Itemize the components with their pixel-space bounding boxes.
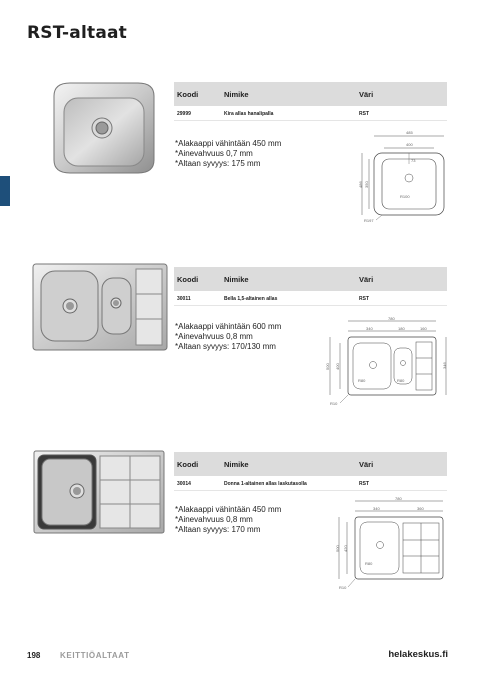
- product-table-donna: [174, 452, 447, 491]
- dim-depth-outer: 486: [358, 181, 363, 188]
- spec-line: *Alakaappi vähintään 600 mm: [175, 322, 282, 331]
- dim-depth-inner: 400: [335, 363, 340, 370]
- spec-line: *Ainevahvuus 0,7 mm: [175, 149, 253, 158]
- sink-photo-kira: [50, 80, 158, 176]
- dim-tap-offset: 73: [411, 158, 416, 163]
- spec-line: *Alakaappi vähintään 450 mm: [175, 505, 282, 514]
- spec-line: *Altaan syvyys: 175 mm: [175, 159, 261, 168]
- product-table-bella: [174, 267, 447, 306]
- dim-drainer-width: 360: [417, 506, 424, 511]
- header-name: Nimike: [224, 460, 249, 469]
- technical-drawing-kira: [352, 128, 452, 226]
- spec-line: *Ainevahvuus 0,8 mm: [175, 515, 253, 524]
- dim-width-outer: 780: [395, 496, 402, 501]
- table-row: [174, 291, 447, 306]
- section-tab-marker: [0, 176, 10, 206]
- product-table-kira: [174, 82, 447, 121]
- spec-line: *Alakaappi vähintään 450 mm: [175, 139, 282, 148]
- product-code: 30014: [177, 481, 191, 487]
- header-code: Koodi: [177, 460, 199, 469]
- product-code: 29999: [177, 111, 191, 117]
- product-specs: [175, 505, 281, 535]
- table-header: [174, 452, 447, 476]
- technical-drawing-bella: [318, 315, 454, 407]
- product-name: Bella 1,5-altainen allas: [224, 296, 278, 302]
- spec-line: *Ainevahvuus 0,8 mm: [175, 332, 253, 341]
- product-name: Kira allas hanalipalla: [224, 111, 274, 117]
- technical-drawing-donna: [333, 495, 451, 593]
- dim-depth-inner: 350: [364, 181, 369, 188]
- website-link[interactable]: helakeskus.fi: [388, 649, 448, 660]
- page-number: 198: [27, 651, 41, 660]
- dim-small-bowl-width: 180: [398, 326, 405, 331]
- dim-width-outer: 485: [406, 130, 413, 135]
- product-color: RST: [359, 296, 369, 302]
- dim-width-inner: 400: [406, 142, 413, 147]
- dim-drainer-depth: 346: [442, 362, 447, 369]
- product-code: 30011: [177, 296, 191, 302]
- spec-line: *Altaan syvyys: 170/130 mm: [175, 342, 276, 351]
- dim-radius-bowl: R80: [358, 378, 366, 383]
- product-color: RST: [359, 481, 369, 487]
- product-specs: [175, 322, 281, 352]
- product-color: RST: [359, 111, 369, 117]
- table-row: [174, 106, 447, 121]
- header-color: Väri: [359, 90, 374, 99]
- page-title: RST-altaat: [27, 23, 127, 43]
- table-row: [174, 476, 447, 491]
- dim-depth-outer: 500: [325, 363, 330, 370]
- dim-radius-outer: R10: [339, 585, 347, 590]
- header-code: Koodi: [177, 90, 199, 99]
- header-code: Koodi: [177, 275, 199, 284]
- dim-depth-outer: 500: [335, 545, 340, 552]
- table-header: [174, 267, 447, 291]
- section-name: KEITTIÖALTAAT: [60, 651, 130, 660]
- product-specs: [175, 139, 281, 169]
- dim-depth-inner: 420: [343, 545, 348, 552]
- dim-bowl-width: 340: [373, 506, 380, 511]
- dim-radius-bowl: R80: [365, 561, 373, 566]
- spec-line: *Altaan syvyys: 170 mm: [175, 525, 261, 534]
- product-name: Donna 1-altainen allas laskutasolla: [224, 481, 307, 487]
- header-name: Nimike: [224, 90, 249, 99]
- dim-radius-small-bowl: R80: [397, 378, 405, 383]
- header-color: Väri: [359, 460, 374, 469]
- dim-bowl-width: 340: [366, 326, 373, 331]
- table-header: [174, 82, 447, 106]
- dim-radius-outer: R10: [330, 401, 338, 406]
- sink-photo-bella: [32, 263, 168, 351]
- header-name: Nimike: [224, 275, 249, 284]
- header-color: Väri: [359, 275, 374, 284]
- dim-radius-outer: R197: [364, 218, 374, 223]
- sink-photo-donna: [33, 450, 165, 534]
- dim-drainer-width: 160: [420, 326, 427, 331]
- dim-radius-inner: R100: [400, 194, 410, 199]
- dim-width-outer: 780: [388, 316, 395, 321]
